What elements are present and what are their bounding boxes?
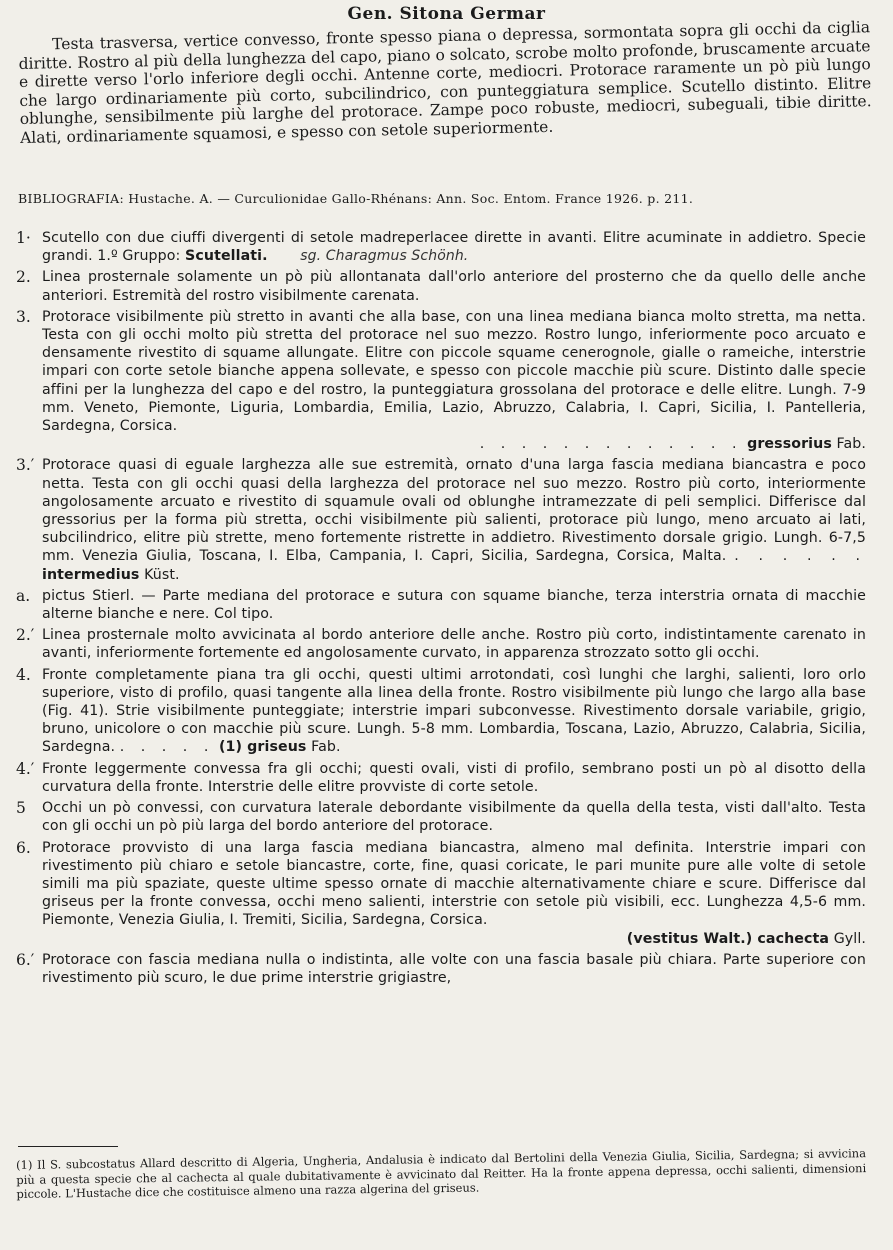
key-entry-a <box>16 587 866 623</box>
handwritten-note: sg. Charagmus Schönh. <box>300 248 469 265</box>
key-entry-1 <box>16 229 866 265</box>
species-name: (1) griseus <box>218 739 307 756</box>
key-entry-3 <box>16 308 866 454</box>
key-entry-2 <box>16 268 866 304</box>
key-text-body: Protorace visibilmente più stretto in avanti che alla base, con una linea mediana bianca molto stretta, ma netta. Testa con gli occhi molto più stretta del protorace nel suo mezzo. Rostro lungo, inferiormente poco arcuato e densamente rivestito di squame allungate. Elitre con piccole squame cenerognole, gialle o rameiche, interstrie impari con corte setole bianche appena sollevate, e spesso con piccole macchie più scure. Distinto dalle specie affini per la lunghezza del capo e del rostro, la punteggiatura grossolana del protorace e delle elitre. Lungh. 7-9 mm. Veneto, Piemonte, Liguria, Lombardia, Emilia, Lazio, Abruzzo, Calabria, I. Capri, Sicilia, I. Pantelleria, Sardegna, Corsica. <box>42 308 866 435</box>
key-number: 6. <box>16 838 31 857</box>
key-number: 2.′ <box>16 626 35 645</box>
key-number: 4.′ <box>16 759 35 778</box>
genus-description: Testa trasversa, vertice convesso, fronte spesso piana o depressa, sormontata sopra gli occhi da ciglia diritte. Rostro al più della lunghezza del capo, piano o solcato, scrobe molto profonde, bruscamente arcuate e dirette verso l'orlo inferiore degli occhi. Antenne corte, mediocri. Protorace raramente un pò più lungo che largo ordinariamente più corto, subcilindrico, con punteggiatura semplice. Scutello distinto. Elitre oblunghe, sensibilmente più larghe del protorace. Zampe poco robuste, mediocri, subeguali, tibie diritte. Alati, ordinariamente squamosi, e spesso con setole superiormente. <box>18 18 872 147</box>
key-text <box>42 456 866 583</box>
key-number: 2. <box>16 268 31 287</box>
key-number: 4. <box>16 665 31 684</box>
key-text-body: Protorace provvisto di una larga fascia mediana biancastra, almeno mal definita. Interstrie impari con rivestimento più chiaro e setole biancastre, corte, fine, quasi coricate, le pari munite pure alle volte di setole simili ma più spaziate, queste ultime spesso ornate di macchie alternativamente chiare e scure. Differisce dal griseus per la fronte convessa, occhi meno salienti, interstrie con setole più visibili, ecc. Lunghezza 4,5-6 mm. Piemonte, Venezia Giulia, I. Tremiti, Sicilia, Sardegna, Corsica. <box>42 839 866 929</box>
key-text <box>42 308 866 454</box>
key-text: Occhi un pò convessi, con curvatura laterale debordante visibilmente da quella della testa, visti dall'alto. Testa con gli occhi un pò più larga del bordo anteriore del protorace. <box>42 800 866 835</box>
key-text: Fronte leggermente convessa fra gli occhi; questi ovali, visti di profilo, sembrano posti un pò al disotto della curvatura della fronte. Interstrie delle elitre provviste di corte setole. <box>42 760 866 795</box>
key-entry-5 <box>16 799 866 835</box>
species-name: (vestitus Walt.) cachecta <box>626 930 830 947</box>
footnote-divider <box>18 1146 118 1147</box>
leader-dots: . . . . . . <box>734 548 866 565</box>
key-number: a. <box>16 586 31 605</box>
key-text <box>42 839 866 948</box>
key-number: 5 <box>16 799 26 818</box>
key-text: Protorace con fascia mediana nulla o indistinta, alle volte con una fascia basale più chiara. Parte superiore con rivestimento più scuro, le due prime interstrie grigiastre, <box>42 951 866 986</box>
leader-dots: . . . . . . . . . . . . . <box>479 436 743 453</box>
key-number: 6.′ <box>16 950 35 969</box>
key-text: Linea prosternale molto avvicinata al bordo anteriore delle anche. Rostro più corto, indistintamente carenato in avanti, inferiormente fortemente ed angolosamente curvato, in apparenza strozzato sotto gli occhi. <box>42 627 866 662</box>
key-text: Linea prosternale solamente un pò più allontanata dall'orlo anteriore del prosterno che da quello delle anche anteriori. Estremità del rostro visibilmente carenata. <box>42 269 866 304</box>
key-entry-4 <box>16 666 866 757</box>
key-text: pictus Stierl. — Parte mediana del protorace e sutura con squame bianche, terza interstria ornata di macchie alterne bianche e nere. Col tipo. <box>42 587 866 623</box>
key-number: 3. <box>16 307 31 326</box>
species-author: Küst. <box>144 566 180 583</box>
species-name: gressorius <box>747 436 832 453</box>
identification-key <box>16 229 866 990</box>
key-entry-3b <box>16 456 866 583</box>
species-line <box>42 930 866 948</box>
species-author: Fab. <box>836 436 866 453</box>
key-text-body: Fronte completamente piana tra gli occhi, questi ultimi arrotondati, così lunghi che larghi, salienti, loro orlo superiore, visto di profilo, quasi tangente alla linea della fronte. Rostro visibilmente più lungo che largo alla base (Fig. 41). Strie visibilmente punteggiate; interstrie impari subconvesse. Rivestimento dorsale variabile, grigio, bruno, unicolore o con macchie più scure. Lungh. 5-8 mm. Lombardia, Toscana, Lazio, Abruzzo, Calabria, Sicilia, Sardegna. <box>42 666 866 756</box>
group-name: Scutellati. <box>185 248 268 265</box>
page-header: Gen. Sitona Germar <box>347 4 546 24</box>
footnote: (1) Il S. subcostatus Allard descritto di Algeria, Ungheria, Andalusia è indicato dal Bertolini della Venezia Giulia, Sicilia, Sardegna; si avvicina più a questa specie che al cachecta al quale dubitativamente è avvicinato dal Reitter. Ha la fronte appena depressa, occhi salienti, dimensioni piccole. L'Hustache dice che costituisce almeno una razza algerina del griseus. <box>16 1146 867 1201</box>
key-entry-6b <box>16 951 866 987</box>
leader-dots: . . . . . <box>119 739 215 756</box>
key-text <box>42 666 866 757</box>
bibliography: BIBLIOGRAFIA: Hustache. A. — Curculionidae Gallo-Rhénans: Ann. Soc. Entom. France 1926. p. 211. <box>18 191 694 206</box>
key-entry-2b <box>16 626 866 662</box>
key-entry-6 <box>16 839 866 948</box>
key-text-body: Protorace quasi di eguale larghezza alle sue estremità, ornato d'una larga fascia mediana biancastra e poco netta. Testa con gli occhi quasi della larghezza del protorace nel suo mezzo. Rostro più corto, interiormente angolosamente arcuato e rivestito di squamule ovali od oblunghe intramezzate di peli semplici. Differisce dal gressorius per la forma più stretta, occhi visibilmente più salienti, protorace più lungo, meno arcuato ai lati, subcilindrico, elitre più strette, meno fortemente ristrette in addietro. Rivestimento dorsale grigio. Lungh. 6-7,5 mm. Venezia Giulia, Toscana, I. Elba, Campania, I. Capri, Sicilia, Sardegna, Corsica, Malta. <box>42 457 866 565</box>
key-number: 3.′ <box>16 456 35 475</box>
key-text-body: Scutello con due ciuffi divergenti di setole madreperlacee dirette in avanti. Elitre acuminate in addietro. Specie grandi. 1.º Gruppo: <box>42 230 866 265</box>
key-number: 1· <box>16 229 31 247</box>
species-author: Gyll. <box>833 930 866 947</box>
species-name: intermedius <box>42 566 140 583</box>
key-entry-4b <box>16 760 866 796</box>
species-author: Fab. <box>311 739 341 756</box>
species-line <box>42 435 866 453</box>
key-text <box>42 229 866 265</box>
